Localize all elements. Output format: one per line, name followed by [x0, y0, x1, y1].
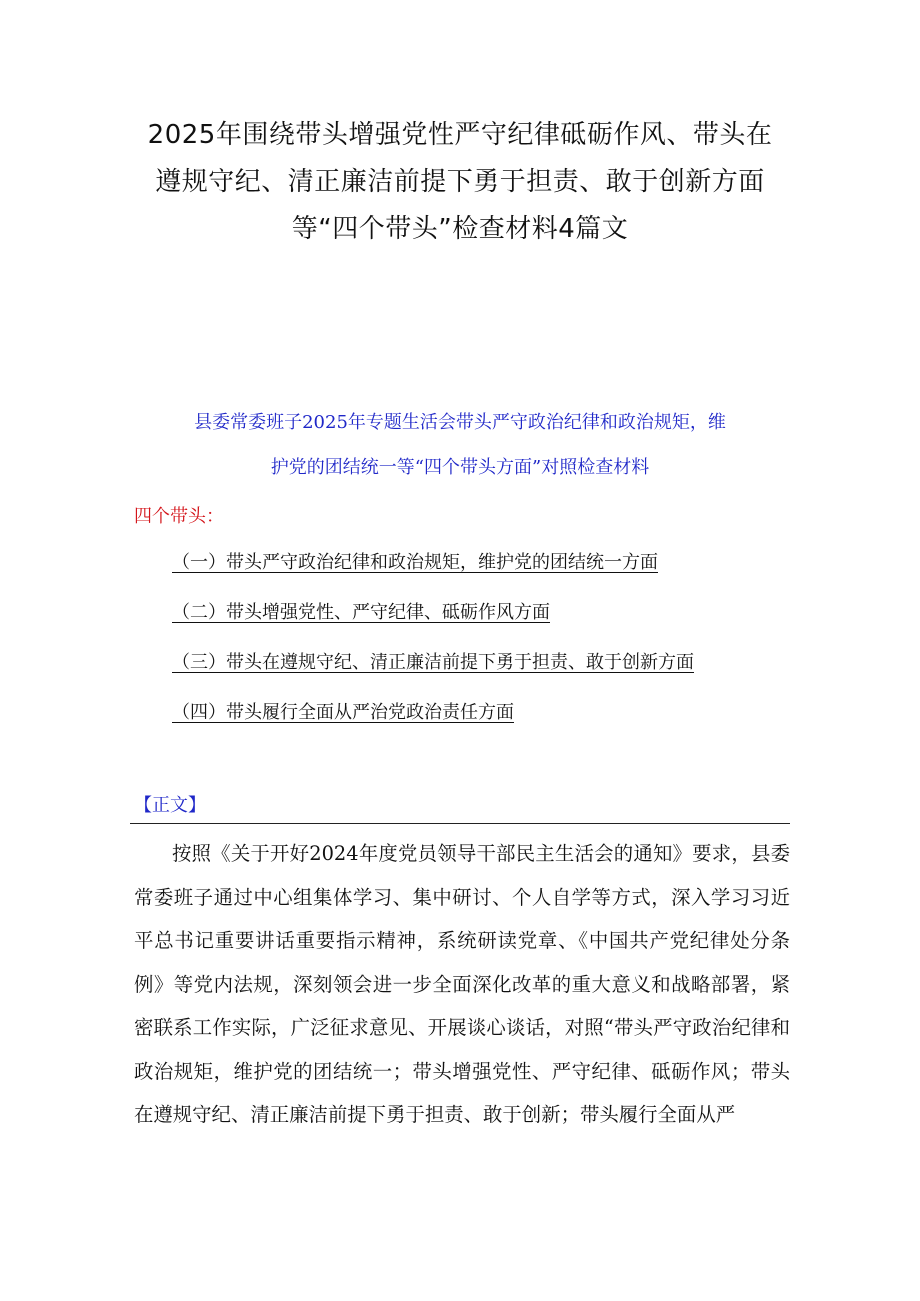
toc-item[interactable] [172, 598, 694, 648]
toc-item[interactable] [172, 548, 694, 598]
section-divider [130, 823, 790, 824]
document-title-line-1: 2025年围绕带头增强党性严守纪律砥砺作风、带头在 [147, 120, 773, 150]
toc-item[interactable] [172, 698, 694, 748]
document-title-line-3: 等“四个带头”检查材料4篇文 [291, 214, 629, 244]
table-of-contents [172, 548, 694, 748]
body-paragraph: 按照《关于开好2024年度党员领导干部民主生活会的通知》要求，县委常委班子通过中心组集体学习、集中研讨、个人自学等方式，深入学习习近平总书记重要讲话重要指示精神，系统研读党章、《中国共产党纪律处分条例》等党内法规，深刻领会进一步全面深化改革的重大意义和战略部署，紧密联系工作实际，广泛征求意见、开展谈心谈话，对照“带头严守政治纪律和政治规矩，维护党的团结统一；带头增强党性、严守纪律、砥砺作风；带头在遵规守纪、清正廉洁前提下勇于担责、敢于创新；带头履行全面从严 [134, 842, 790, 1126]
section-title [140, 400, 780, 490]
document-title-line-2: 遵规守纪、清正廉洁前提下勇于担责、敢于创新方面 [155, 167, 765, 197]
toc-item-link-3[interactable]: （三）带头在遵规守纪、清正廉洁前提下勇于担责、敢于创新方面 [172, 652, 694, 673]
toc-item-link-1[interactable]: （一）带头严守政治纪律和政治规矩，维护党的团结统一方面 [172, 552, 658, 573]
four-heads-label: 四个带头： [134, 506, 224, 527]
toc-item[interactable] [172, 648, 694, 698]
toc-item-link-4[interactable]: （四）带头履行全面从严治党政治责任方面 [172, 702, 514, 723]
toc-item-link-2[interactable]: （二）带头增强党性、严守纪律、砥砺作风方面 [172, 602, 550, 623]
section-title-line-1: 县委常委班子2025年专题生活会带头严守政治纪律和政治规矩，维 [194, 412, 726, 433]
body-section-tag: 【正文】 [134, 795, 206, 816]
section-title-line-2: 护党的团结统一等“四个带头方面”对照检查材料 [270, 457, 650, 478]
document-title [110, 112, 810, 253]
